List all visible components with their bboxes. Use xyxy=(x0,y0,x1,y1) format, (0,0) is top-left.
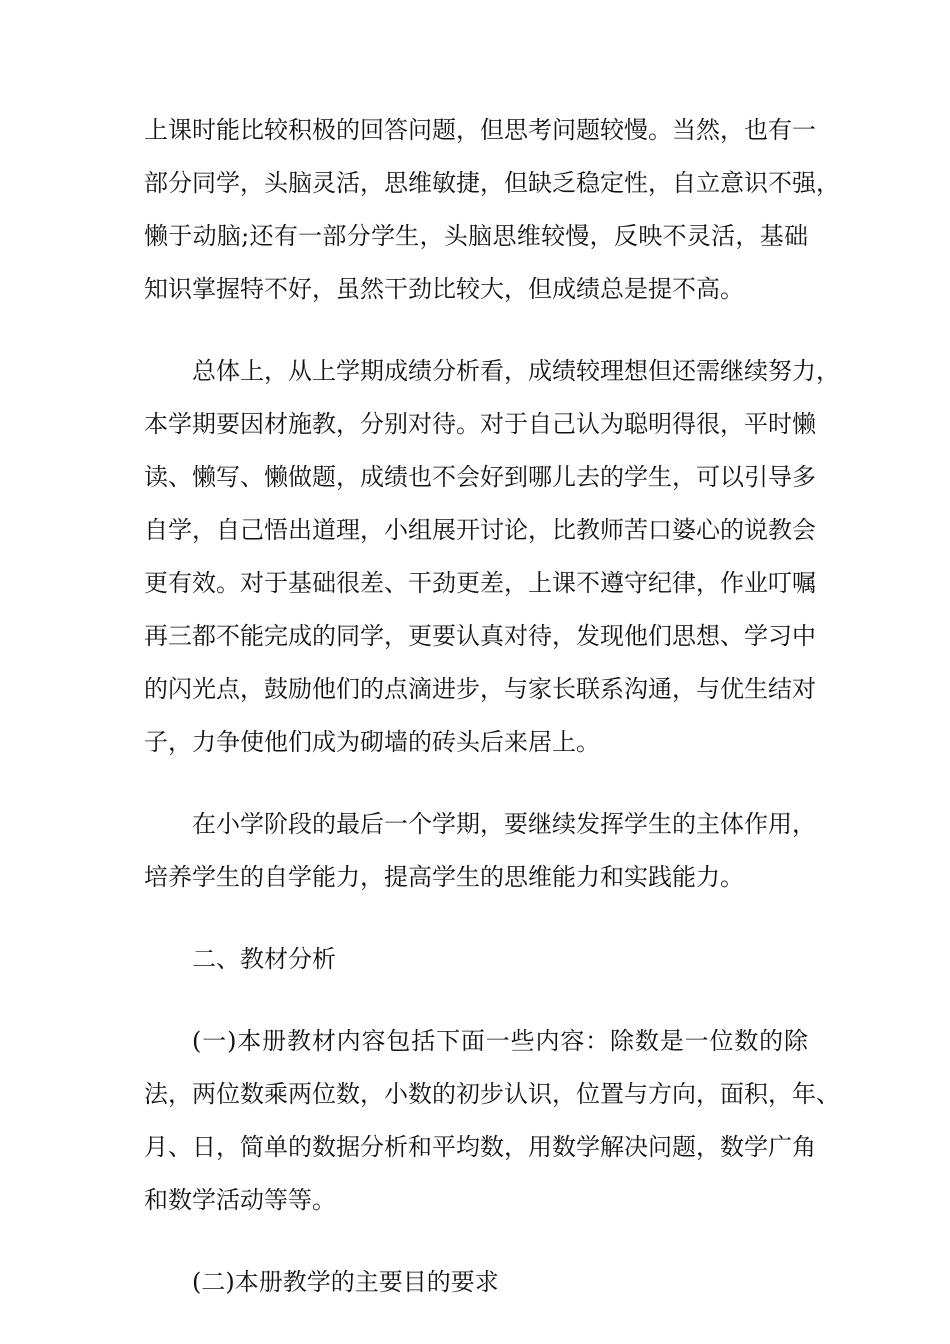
text-line: 部分同学，头脑灵活，思维敏捷，但缺乏稳定性，自立意识不强， xyxy=(144,169,840,197)
text-line: 读、懒写、懒做题，成绩也不会好到哪儿去的学生，可以引导多 xyxy=(144,463,816,491)
text-line: (一)本册教材内容包括下面一些内容：除数是一位数的除 xyxy=(192,1027,808,1055)
text-line: 的闪光点，鼓励他们的点滴进步，与家长联系沟通，与优生结对 xyxy=(144,675,816,703)
text-line: 培养学生的自学能力，提高学生的思维能力和实践能力。 xyxy=(144,863,744,891)
paragraph-last-semester xyxy=(144,798,816,904)
text-line: 在小学阶段的最后一个学期，要继续发挥学生的主体作用， xyxy=(192,810,816,838)
section-heading-textbook-analysis xyxy=(144,933,808,986)
text-line: 月、日，简单的数据分析和平均数，用数学解决问题，数学广角 xyxy=(144,1133,816,1161)
text-line: (二)本册教学的主要目的要求 xyxy=(192,1268,499,1296)
document-body xyxy=(144,104,840,1309)
text-line: 和数学活动等等。 xyxy=(144,1186,336,1214)
text-line: 懒于动脑;还有一部分学生，头脑思维较慢，反映不灵活，基础 xyxy=(144,222,808,250)
text-line: 再三都不能完成的同学，更要认真对待，发现他们思想、学习中 xyxy=(144,622,816,650)
text-line: 知识掌握特不好，虽然干劲比较大，但成绩总是提不高。 xyxy=(144,275,744,303)
text-line: 更有效。对于基础很差、干劲更差，上课不遵守纪律，作业叮嘱 xyxy=(144,569,816,597)
text-line: 自学，自己悟出道理，小组展开讨论，比教师苦口婆心的说教会 xyxy=(144,516,816,544)
text-line: 本学期要因材施教，分别对待。对于自己认为聪明得很，平时懒 xyxy=(144,410,816,438)
paragraph-student-ability xyxy=(144,104,840,316)
text-line: 子，力争使他们成为砌墙的砖头后来居上。 xyxy=(144,728,600,756)
heading-line: 二、教材分析 xyxy=(192,945,336,973)
text-line: 上课时能比较积极的回答问题，但思考问题较慢。当然，也有一 xyxy=(144,116,816,144)
text-line: 总体上，从上学期成绩分析看，成绩较理想但还需继续努力， xyxy=(192,357,840,385)
text-line: 法，两位数乘两位数，小数的初步认识，位置与方向，面积，年、 xyxy=(144,1080,840,1108)
paragraph-textbook-content xyxy=(144,1015,840,1227)
paragraph-teaching-goals xyxy=(144,1256,808,1309)
paragraph-overall-analysis xyxy=(144,345,840,769)
